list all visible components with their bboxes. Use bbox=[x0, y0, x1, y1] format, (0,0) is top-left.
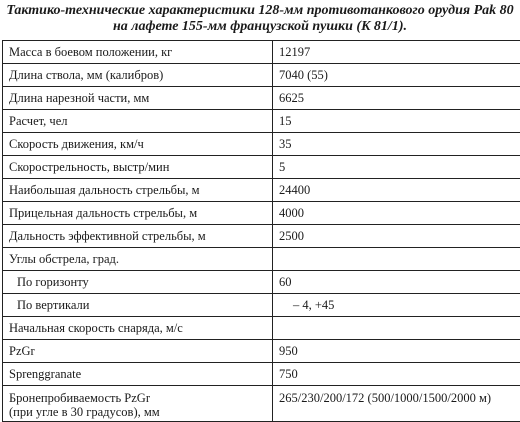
param-rate-of-fire: Скорострельность, выстр/мин bbox=[3, 156, 273, 179]
table-row bbox=[3, 294, 520, 317]
table-row bbox=[3, 110, 520, 133]
caption-line-2: на лафете 155-мм французской пушки (K 81/1). bbox=[113, 19, 407, 34]
param-horizontal: По горизонту bbox=[3, 271, 273, 294]
value-rate-of-fire: 5 bbox=[273, 156, 520, 179]
param-max-range: Наибольшая дальность стрельбы, м bbox=[3, 179, 273, 202]
param-crew: Расчет, чел bbox=[3, 110, 273, 133]
param-vertical: По вертикали bbox=[3, 294, 273, 317]
param-mass: Масса в боевом положении, кг bbox=[3, 41, 273, 64]
value-aimed-range: 4000 bbox=[273, 202, 520, 225]
value-barrel-length: 7040 (55) bbox=[273, 64, 520, 87]
table-row bbox=[3, 64, 520, 87]
value-effective-range: 2500 bbox=[273, 225, 520, 248]
caption-line-1: Тактико-технические характеристики 128-мм противотанкового орудия Pak 80 bbox=[6, 3, 514, 18]
param-firing-angles: Углы обстрела, град. bbox=[3, 248, 273, 271]
specifications-table bbox=[2, 40, 520, 422]
value-horizontal: 60 bbox=[273, 271, 520, 294]
value-armor-penetration: 265/230/200/172 (500/1000/1500/2000 м) bbox=[273, 386, 520, 422]
param-aimed-range: Прицельная дальность стрельбы, м bbox=[3, 202, 273, 225]
param-pzgr: PzGr bbox=[3, 340, 273, 363]
value-muzzle-velocity bbox=[273, 317, 520, 340]
param-armor-penetration: Бронепробиваемость PzGr (при угле в 30 градусов), мм bbox=[3, 386, 273, 422]
param-barrel-length: Длина ствола, мм (калибров) bbox=[3, 64, 273, 87]
value-firing-angles bbox=[273, 248, 520, 271]
table-row bbox=[3, 41, 520, 64]
param-speed: Скорость движения, км/ч bbox=[3, 133, 273, 156]
param-effective-range: Дальность эффективной стрельбы, м bbox=[3, 225, 273, 248]
table-row bbox=[3, 271, 520, 294]
value-sprenggranate: 750 bbox=[273, 363, 520, 386]
param-sprenggranate: Sprenggranate bbox=[3, 363, 273, 386]
table-row bbox=[3, 340, 520, 363]
table-row bbox=[3, 202, 520, 225]
value-crew: 15 bbox=[273, 110, 520, 133]
table-row bbox=[3, 317, 520, 340]
value-rifling-length: 6625 bbox=[273, 87, 520, 110]
param-muzzle-velocity: Начальная скорость снаряда, м/с bbox=[3, 317, 273, 340]
table-row bbox=[3, 248, 520, 271]
table-row bbox=[3, 156, 520, 179]
value-speed: 35 bbox=[273, 133, 520, 156]
table-row bbox=[3, 386, 520, 422]
value-pzgr: 950 bbox=[273, 340, 520, 363]
param-rifling-length: Длина нарезной части, мм bbox=[3, 87, 273, 110]
table-row bbox=[3, 133, 520, 156]
table-row bbox=[3, 363, 520, 386]
table-row bbox=[3, 225, 520, 248]
value-max-range: 24400 bbox=[273, 179, 520, 202]
value-vertical: – 4, +45 bbox=[273, 294, 520, 317]
table-row bbox=[3, 87, 520, 110]
table-row bbox=[3, 179, 520, 202]
table-caption bbox=[0, 0, 520, 40]
value-mass: 12197 bbox=[273, 41, 520, 64]
